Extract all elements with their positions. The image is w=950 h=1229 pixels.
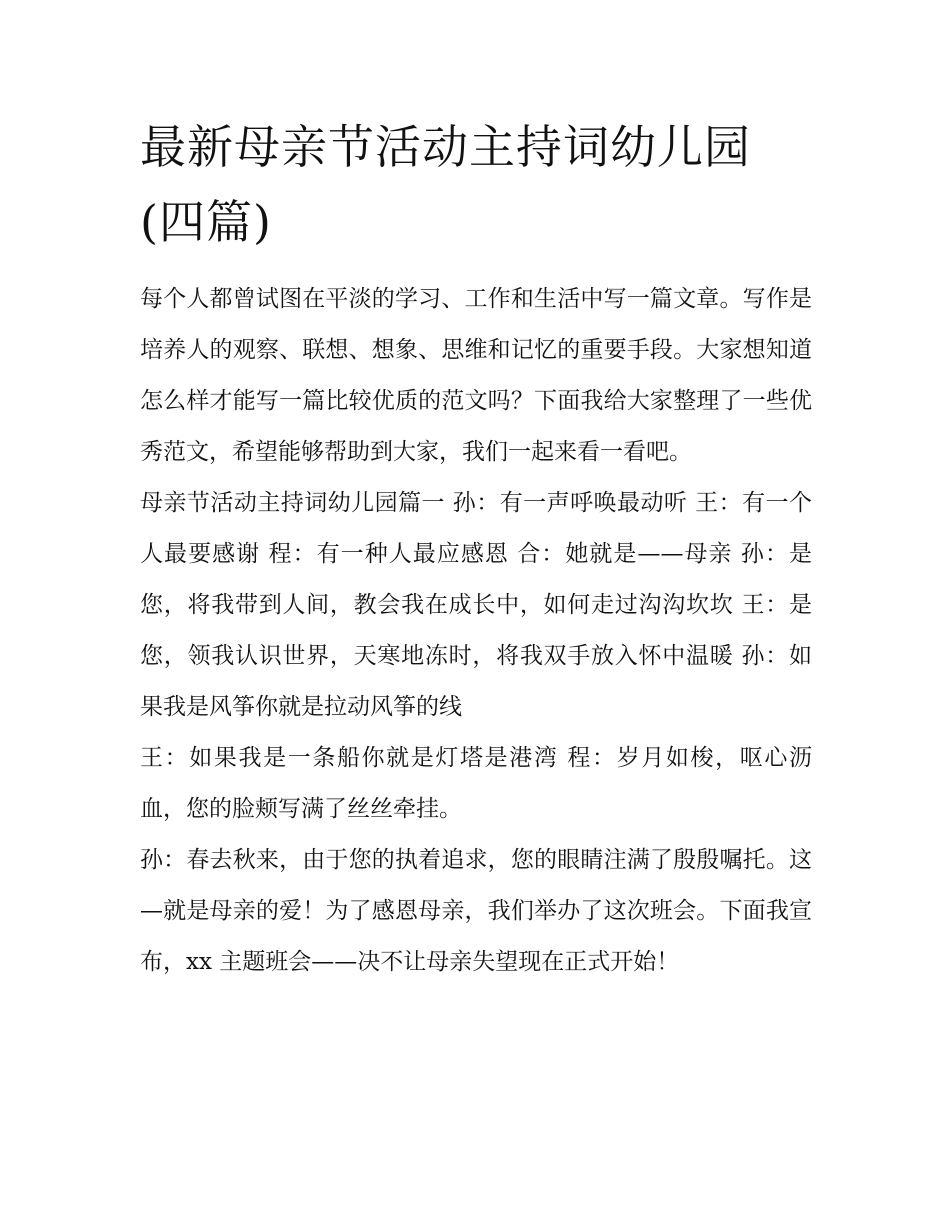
document-title: 最新母亲节活动主持词幼儿园(四篇) [140,120,751,249]
paragraph-section-one: 母亲节活动主持词幼儿园篇一 孙：有一声呼唤最动听 王：有一个人最要感谢 程：有一种人最应感恩 合：她就是——母亲 孙：是您，将我带到人间，教会我在成长中，如何走过沟沟坎坎 王：是您，领我认识世界，天寒地冻时，将我双手放入怀中温暖 孙：如果我是风筝你就是拉动风筝的线 [140,490,812,720]
document-body [140,274,812,988]
intro-paragraph: 每个人都曾试图在平淡的学习、工作和生活中写一篇文章。写作是培养人的观察、联想、想象、思维和记忆的重要手段。大家想知道怎么样才能写一篇比较优质的范文吗？下面我给大家整理了一些优秀范文，希望能够帮助到大家，我们一起来看一看吧。 [140,286,812,465]
paragraph-wang-cheng: 王：如果我是一条船你就是灯塔是港湾 程：岁月如梭，呕心沥血，您的脸颊写满了丝丝牵挂。 [140,745,812,822]
paragraph-sun-closing: 孙：春去秋来，由于您的执着追求，您的眼睛注满了殷殷嘱托。这—就是母亲的爱！为了感恩母亲，我们举办了这次班会。下面我宣布，xx 主题班会——决不让母亲失望现在正式开始！ [140,847,812,975]
document-page [140,110,812,988]
